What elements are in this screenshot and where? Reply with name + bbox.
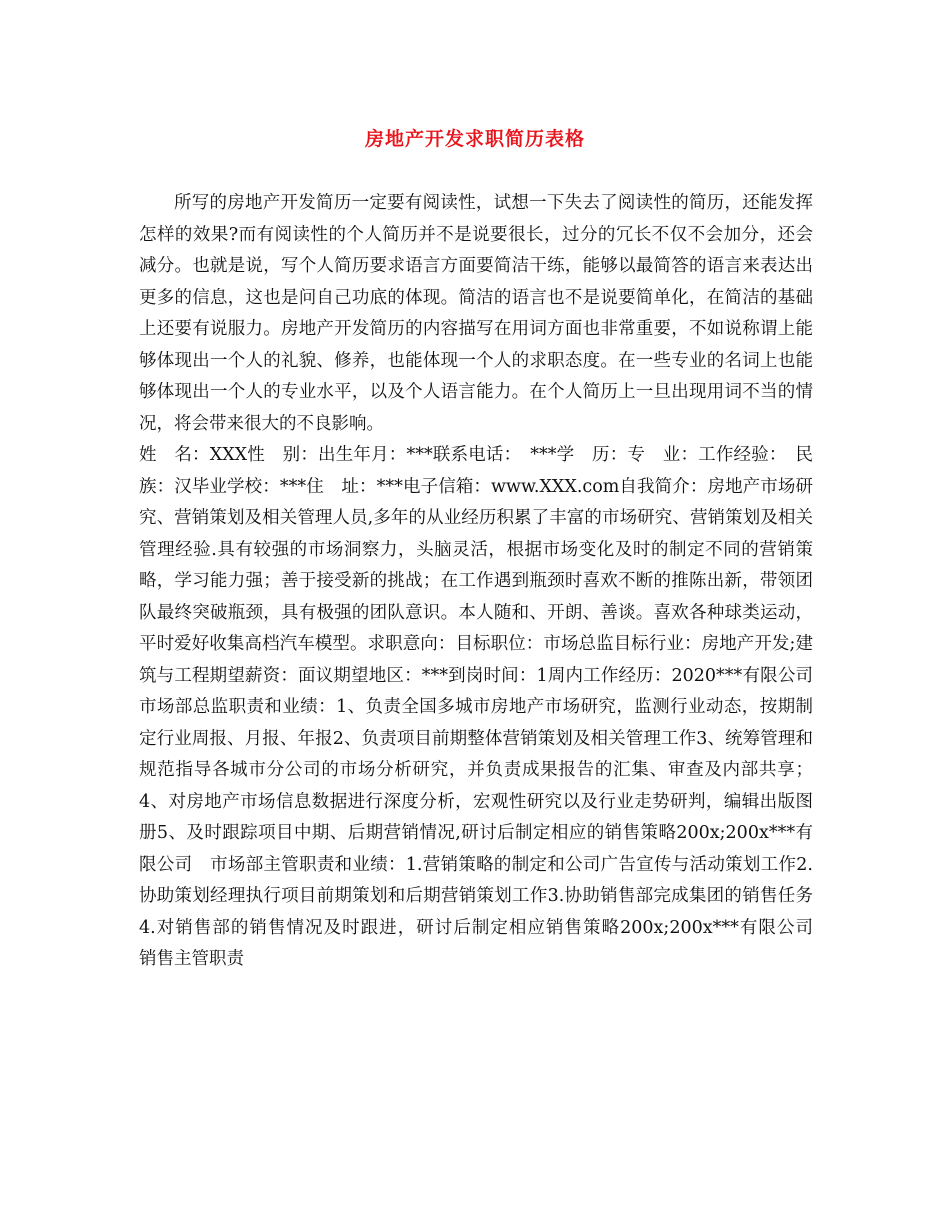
document-body	[139, 188, 831, 976]
document-title: 房地产开发求职简历表格	[364, 128, 585, 150]
intro-paragraph: 所写的房地产开发简历一定要有阅读性，试想一下失去了阅读性的简历，还能发挥怎样的效果?而有阅读性的个人简历并不是说要很长，过分的冗长不仅不会加分，还会减分。也就是说，写个人简历要求语言方面要简洁干练，能够以最简答的语言来表达出更多的信息，这也是问自己功底的体现。简洁的语言也不是说要简单化，在简洁的基础上还要有说服力。房地产开发简历的内容描写在用词方面也非常重要，不如说称谓上能够体现出一个人的礼貌、修养，也能体现一个人的求职态度。在一些专业的名词上也能够体现出一个人的专业水平，以及个人语言能力。在个人简历上一旦出现用词不当的情况，将会带来很大的不良影响。	[139, 193, 813, 434]
resume-paragraph: 姓 名：XXX性 别：出生年月：***联系电话： ***学 历：专 业：工作经验： 民族：汉毕业学校：***住 址：***电子信箱：www.XXX.com自我简介：房地产市场研究、营销策划及相关管理人员,多年的从业经历积累了丰富的市场研究、营销策划及相关管理经验.具有较强的市场洞察力，头脑灵活，根据市场变化及时的制定不同的营销策略，学习能力强；善于接受新的挑战；在工作遇到瓶颈时喜欢不断的推陈出新，带领团队最终突破瓶颈，具有极强的团队意识。本人随和、开朗、善谈。喜欢各种球类运动，平时爱好收集高档汽车模型。求职意向：目标职位：市场总监目标行业：房地产开发;建筑与工程期望薪资：面议期望地区：***到岗时间：1周内工作经历：2020***有限公司 市场部总监职责和业绩：1、负责全国多城市房地产市场研究，监测行业动态，按期制定行业周报、月报、年报2、负责项目前期整体营销策划及相关管理工作3、统筹管理和规范指导各城市分公司的市场分析研究，并负责成果报告的汇集、审查及内部共享；4、对房地产市场信息数据进行深度分析，宏观性研究以及行业走势研判，编辑出版图册5、及时跟踪项目中期、后期营销情况,研讨后制定相应的销售策略200x;200x***有限公司 市场部主管职责和业绩：1.营销策略的制定和公司广告宣传与活动策划工作2.协助策划经理执行项目前期策划和后期营销策划工作3.协助销售部完成集团的销售任务4.对销售部的销售情况及时跟进，研讨后制定相应销售策略200x;200x***有限公司 销售主管职责	[139, 445, 831, 969]
